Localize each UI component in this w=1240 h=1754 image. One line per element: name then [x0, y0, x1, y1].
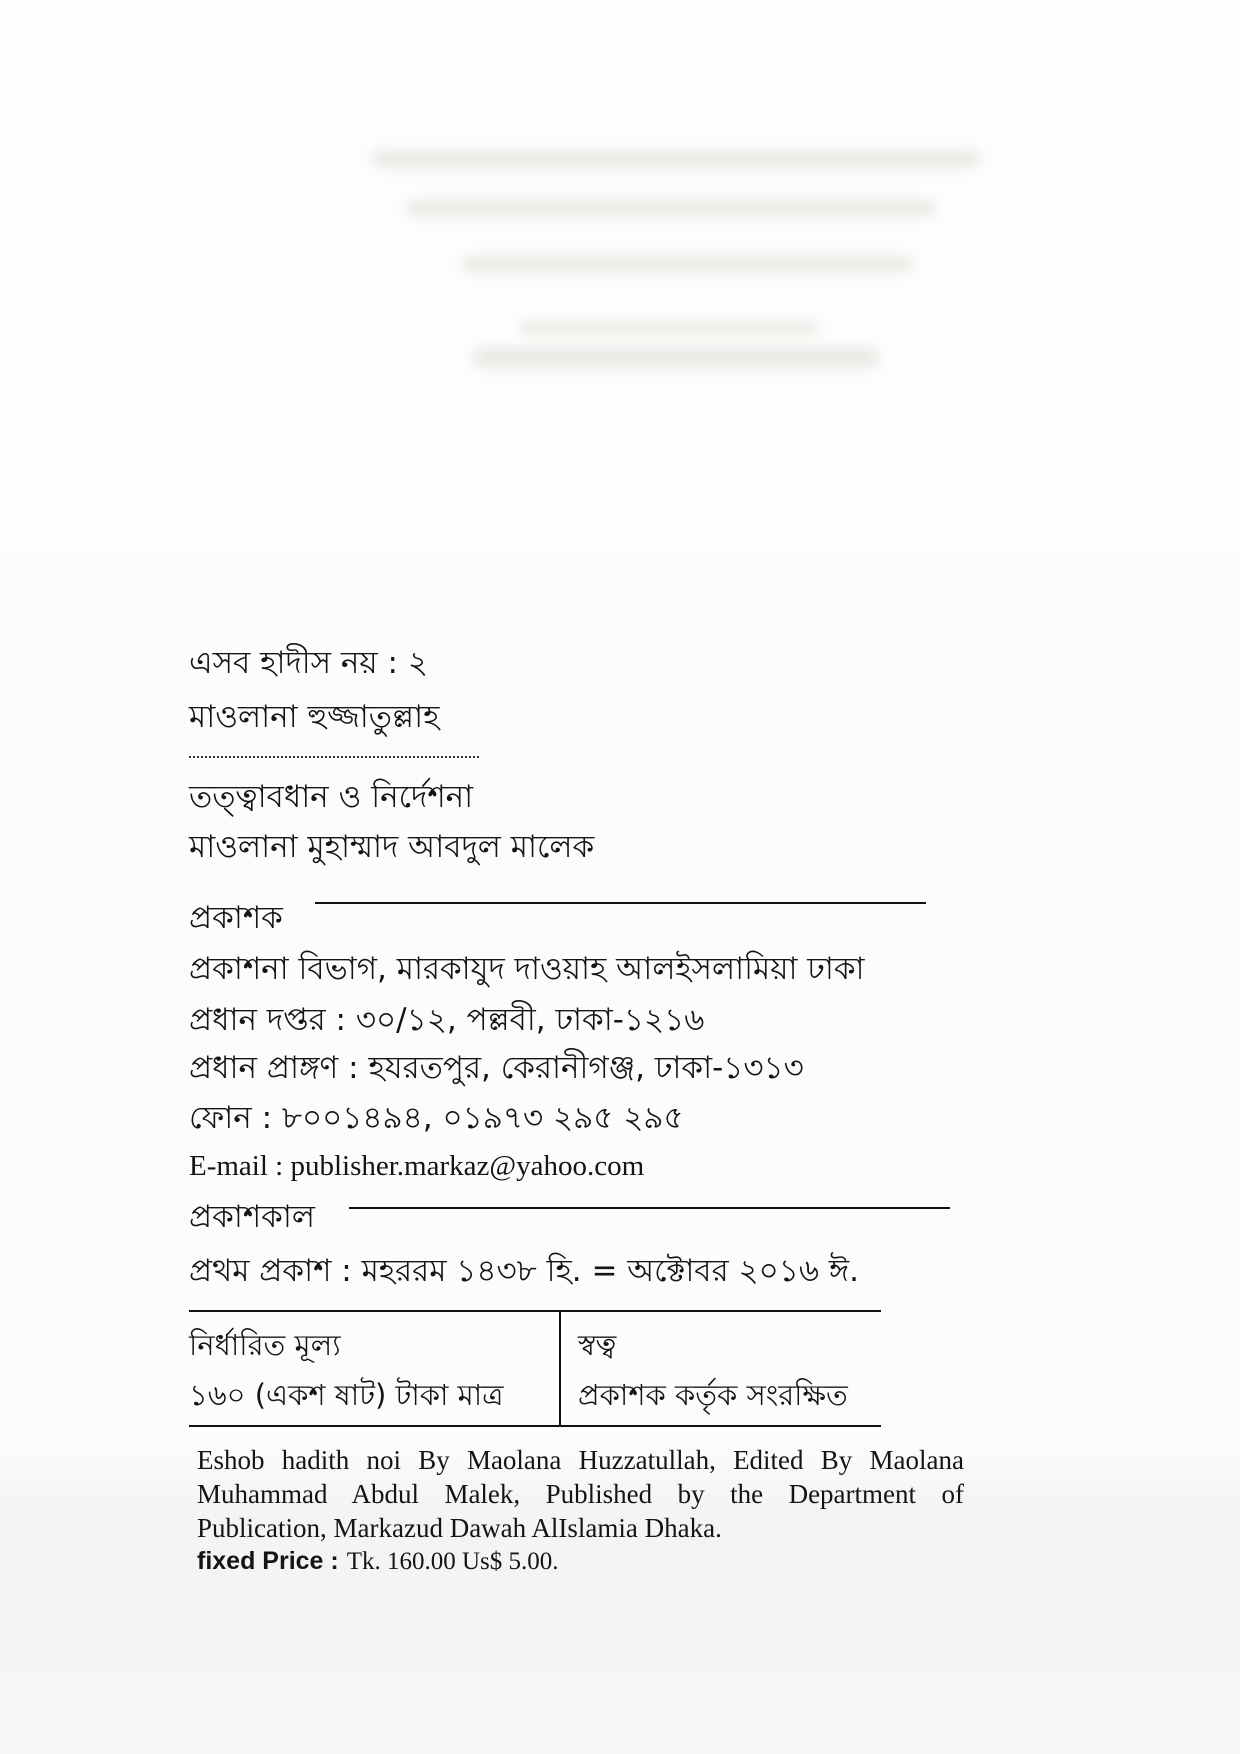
table-top-rule: [189, 1310, 881, 1312]
rights-value: প্রকাশক কর্তৃক সংরক্ষিত: [578, 1378, 848, 1412]
dotted-divider: [189, 756, 479, 758]
bleed-through-smudge: [372, 150, 980, 168]
publication-date-heading: প্রকাশকাল: [189, 1199, 315, 1235]
publisher-email: E-mail : publisher.markaz@yahoo.com: [189, 1150, 645, 1182]
supervisor-name: মাওলানা মুহাম্মাদ আবদুল মালেক: [189, 829, 595, 865]
publisher-phone: ফোন : ৮০০১৪৯৪, ০১৯৭৩ ২৯৫ ২৯৫: [189, 1100, 684, 1136]
bleed-through-smudge: [520, 322, 820, 334]
fixed-price: [197, 1544, 559, 1579]
bleed-through-smudge: [405, 200, 935, 216]
publisher-heading-rule: [315, 902, 926, 904]
fixed-price-value: Tk. 160.00 Us$ 5.00.: [346, 1548, 559, 1575]
publisher-head-office: প্রধান দপ্তর : ৩০/১২, পল্লবী, ঢাকা-১২১৬: [189, 1002, 705, 1038]
bleed-through-smudge: [462, 256, 913, 272]
table-column-divider: [559, 1310, 561, 1427]
price-label: নির্ধারিত মূল্য: [189, 1328, 341, 1362]
publisher-heading: প্রকাশক: [189, 900, 283, 936]
bleed-through-smudge: [473, 348, 879, 368]
fixed-price-label: fixed Price :: [197, 1547, 339, 1575]
price-value: ১৬০ (একশ ষাট) টাকা মাত্র: [189, 1378, 504, 1412]
supervision-label: তত্ত্বাবধান ও নির্দেশনা: [189, 779, 474, 815]
rights-label: স্বত্ব: [578, 1328, 617, 1362]
table-bottom-rule: [189, 1425, 881, 1427]
publisher-campus: প্রধান প্রাঙ্গণ : হযরতপুর, কেরানীগঞ্জ, ঢাকা-১৩১৩: [189, 1050, 804, 1086]
book-author: মাওলানা হুজ্জাতুল্লাহ: [189, 699, 440, 735]
first-edition: প্রথম প্রকাশ : মহররম ১৪৩৮ হি. = অক্টোবর ২০১৬ ঈ.: [189, 1253, 859, 1289]
publisher-name: প্রকাশনা বিভাগ, মারকাযুদ দাওয়াহ আলইসলামিয়া ঢাকা: [189, 951, 865, 987]
publication-date-heading-rule: [349, 1207, 950, 1209]
book-title: এসব হাদীস নয় : ২: [189, 645, 429, 681]
english-note: Eshob hadith noi By Maolana Huzzatullah, Edited By Maolana Muhammad Abdul Malek, Published by the Department of Publication, Markazud Dawah AlIslamia Dhaka.: [197, 1445, 964, 1543]
